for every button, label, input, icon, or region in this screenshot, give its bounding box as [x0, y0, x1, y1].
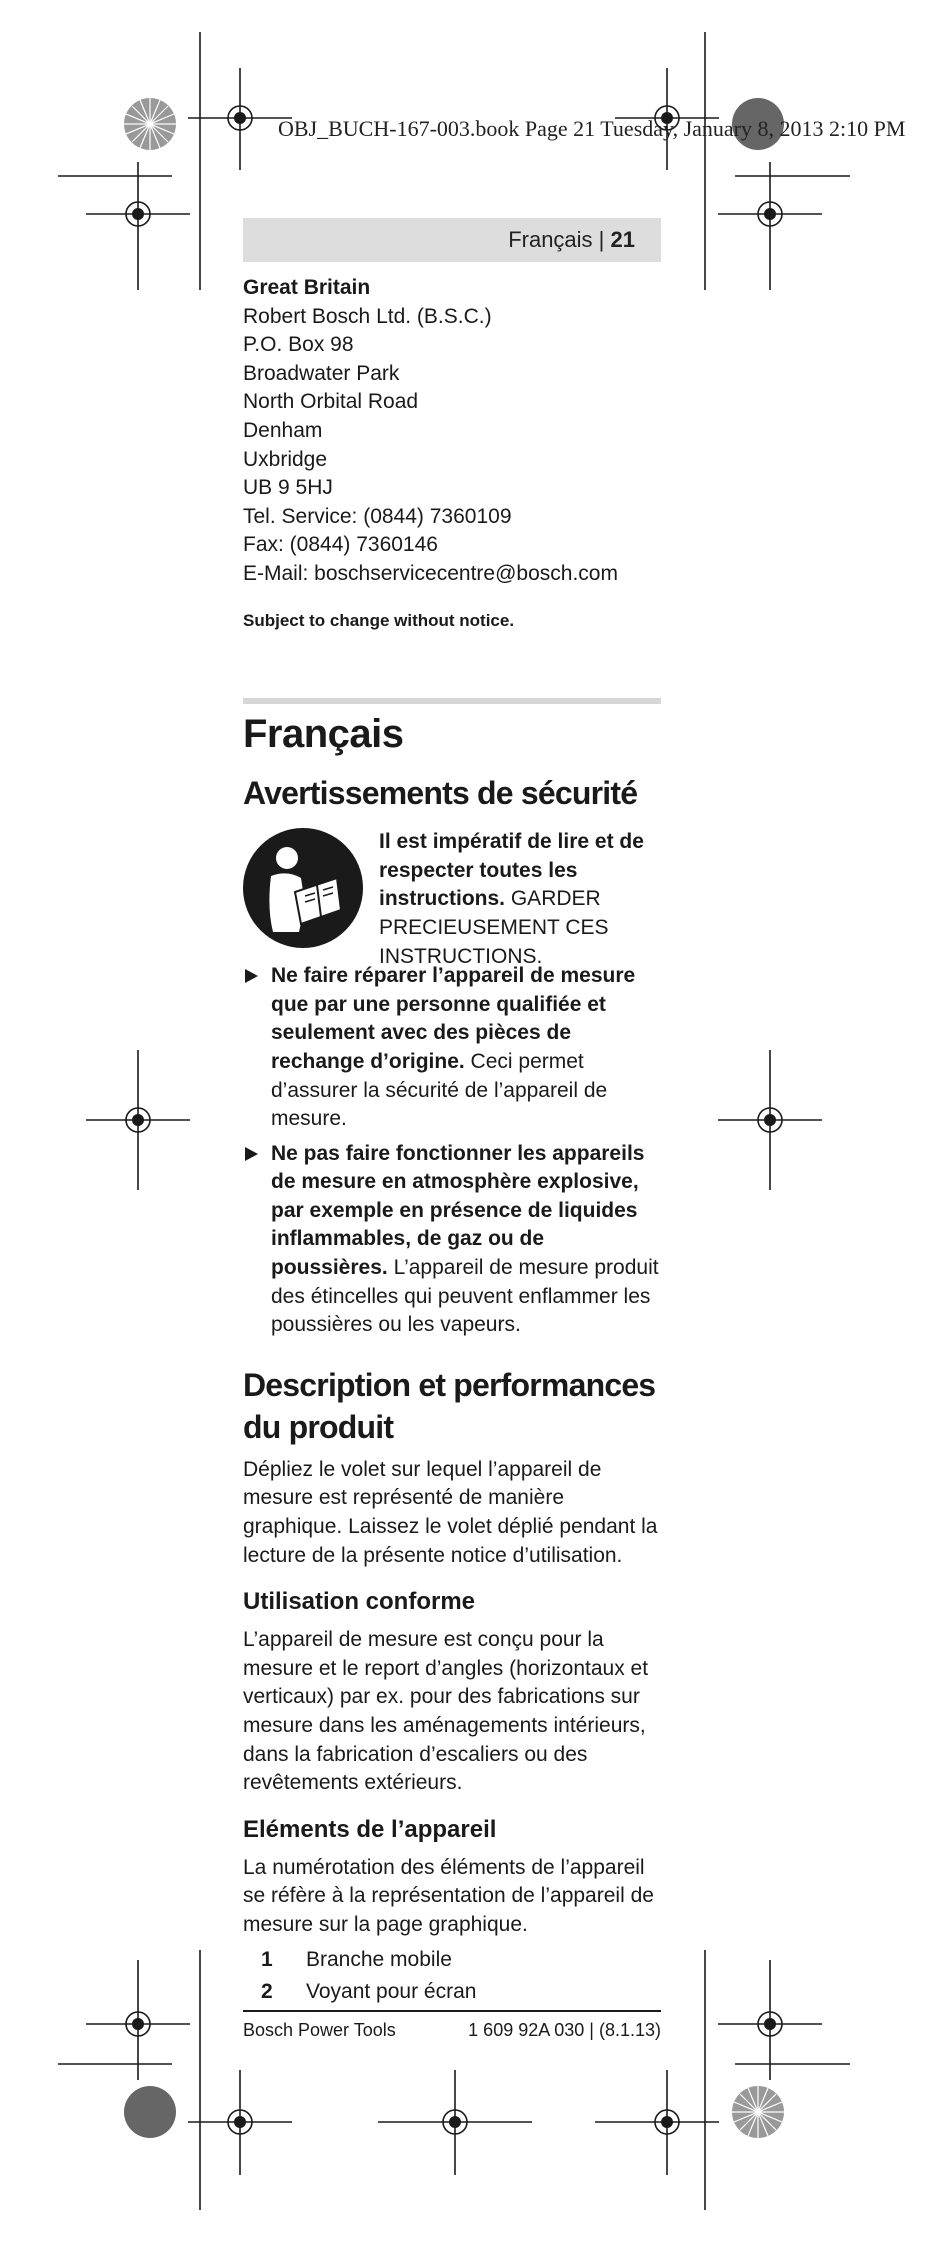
elements-heading: Eléments de l’appareil — [243, 1815, 497, 1843]
crosshair-top-left — [86, 162, 190, 290]
crosshair-bottom-3 — [595, 2070, 719, 2175]
safety-intro — [243, 828, 661, 968]
address-block — [243, 274, 661, 589]
book-file-header: OBJ_BUCH-167-003.book Page 21 Tuesday, January 8, 2013 2:10 PM — [278, 116, 906, 141]
address-line: North Orbital Road — [243, 390, 419, 414]
safety-heading: Avertissements de sécurité — [243, 775, 638, 812]
usage-heading: Utilisation conforme — [243, 1588, 476, 1616]
safety-intro-text — [379, 828, 661, 971]
list-item — [261, 1946, 661, 1975]
list-item-number: 2 — [261, 1980, 273, 2004]
section-title: Français — [243, 712, 404, 757]
change-notice: Subject to change without notice. — [243, 610, 515, 630]
description-text: Dépliez le volet sur lequel l’appareil de mesure est représenté de manière graphique. Laissez le volet déplié pendant la lecture de la présente notice d’utilisation. — [243, 1457, 658, 1567]
page-header-label — [508, 227, 635, 253]
starburst-top-left — [124, 98, 176, 150]
safety-bullet-bold: Ne faire réparer l’appareil de mesure que par une personne qualifiée et seulement avec des pièces de rechange d’origine. — [271, 964, 636, 1073]
safety-bullet-normal: L’appareil de mesure produit des étincelles qui peuvent enflammer les poussières ou les vapeurs. — [271, 1256, 659, 1337]
address-line: P.O. Box 98 — [243, 333, 354, 357]
safety-bullet-bold: Ne pas faire fonctionner les appareils de mesure en atmosphère explosive, par exemple en présence de liquides inflammables, de gaz ou de poussières. — [271, 1141, 645, 1280]
usage-text: L’appareil de mesure est conçu pour la mesure et le report d’angles (horizontaux et verticaux) par ex. pour des fabrications sur mesure dans les aménagements intérieurs, dans la fabrication d’escaliers ou des revêtements extérieurs. — [243, 1628, 649, 1795]
safety-bullet-normal: Ceci permet d’assurer la sécurité de l’appareil de mesure. — [271, 1049, 608, 1131]
address-line: Uxbridge — [243, 447, 328, 471]
footer-doc-number: 1 609 92A 030 | (8.1.13) — [468, 2020, 661, 2040]
address-line: Fax: (0844) 7360146 — [243, 533, 438, 557]
page-header-separator: | — [598, 227, 605, 252]
footer-brand: Bosch Power Tools — [243, 2020, 396, 2040]
safety-intro-bold: Il est impératif de lire et de respecter toutes les instructions. — [379, 830, 644, 911]
list-item-label: Branche mobile — [306, 1947, 452, 1971]
bullet-triangle-icon — [245, 969, 258, 983]
page-header-language: Français — [508, 227, 593, 252]
list-item — [261, 1978, 661, 2007]
elements-text: La numérotation des éléments de l’appareil se réfère à la représentation de l’appareil de mesure sur la page graphique. — [243, 1855, 654, 1936]
page-header-band — [243, 218, 661, 262]
address-line: Denham — [243, 418, 323, 442]
address-country: Great Britain — [243, 276, 371, 299]
page-number: 21 — [610, 227, 635, 252]
elements-list — [243, 1946, 661, 2007]
section-divider — [243, 698, 661, 704]
safety-bullet — [243, 1140, 661, 1340]
page-content — [243, 274, 661, 2007]
address-line: Tel. Service: (0844) 7360109 — [243, 504, 512, 528]
safety-bullet — [243, 962, 661, 1134]
address-line: E-Mail: boschservicecentre@bosch.com — [243, 561, 618, 585]
address-line: Broadwater Park — [243, 361, 400, 385]
address-line: Robert Bosch Ltd. (B.S.C.) — [243, 304, 492, 328]
starburst-bottom-right — [732, 2086, 784, 2138]
description-heading: Description et performances du produit — [243, 1366, 656, 1445]
crosshair-top-right — [718, 162, 822, 290]
bullet-triangle-icon — [245, 1147, 258, 1161]
read-manual-icon — [243, 828, 363, 948]
list-item-label: Voyant pour écran — [306, 1980, 477, 2004]
gray-dot-bottom-left — [124, 2086, 176, 2138]
list-item-number: 1 — [261, 1947, 273, 1971]
safety-intro-normal: GARDER PRECIEUSEMENT CES INSTRUCTIONS. — [379, 887, 609, 968]
address-line: UB 9 5HJ — [243, 476, 333, 500]
page-footer — [243, 2010, 661, 2040]
